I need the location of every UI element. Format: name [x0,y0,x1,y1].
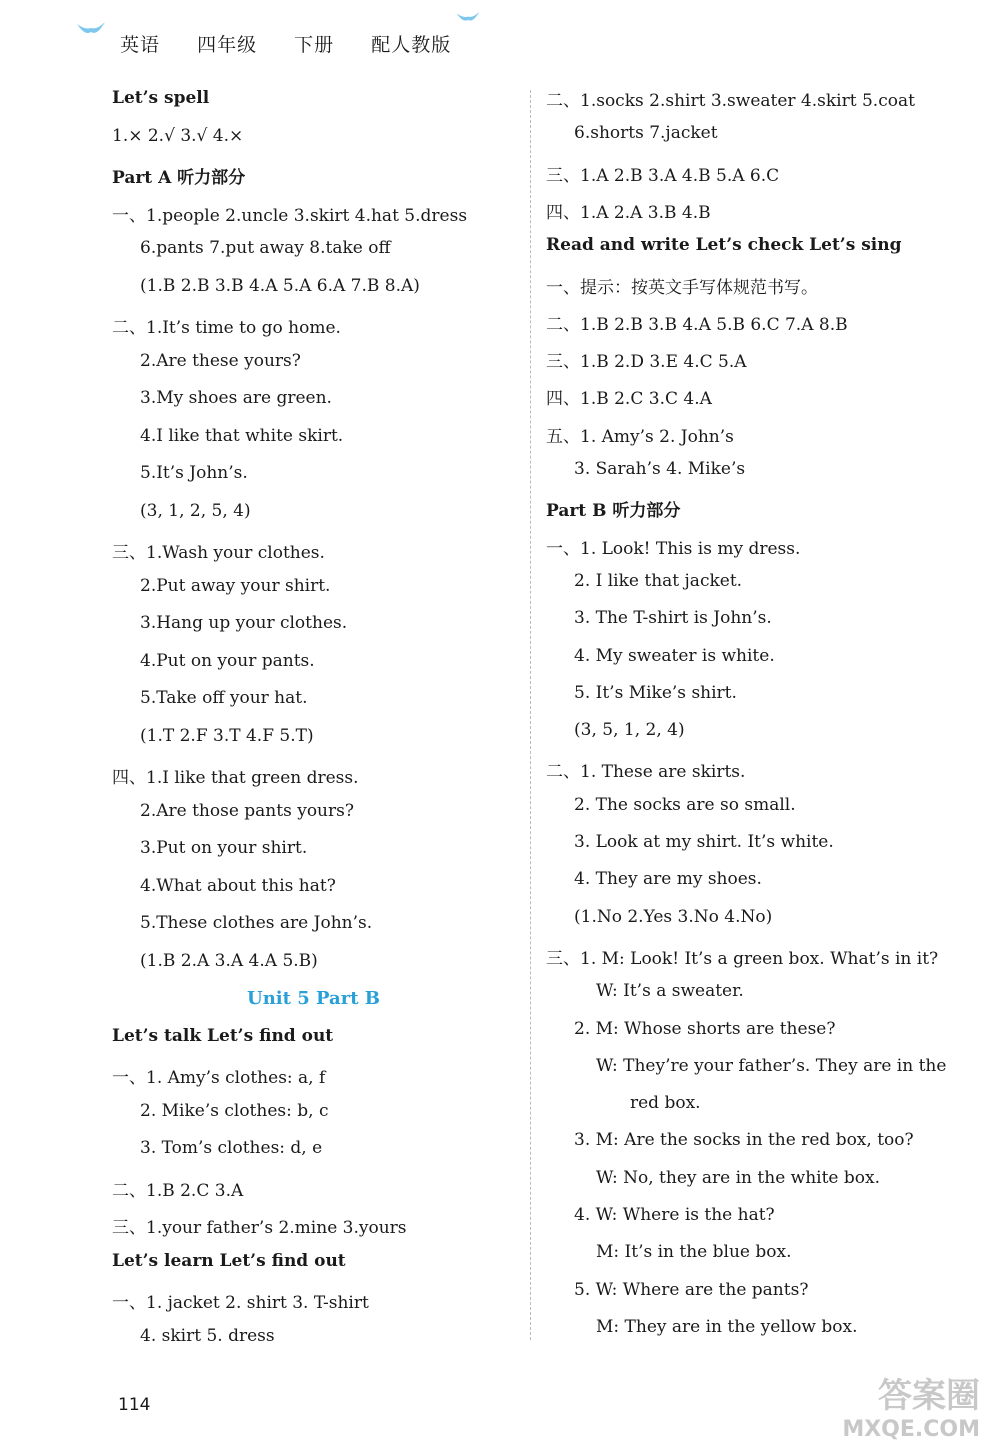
left-line: (1.T 2.F 3.T 4.F 5.T) [140,725,314,746]
left-line: 4.I like that white skirt. [140,425,344,446]
right-line: 2. I like that jacket. [574,570,743,591]
left-line: (1.B 2.A 3.A 4.A 5.B) [140,950,318,971]
watermark-line2: MXQE.COM [842,1417,980,1442]
left-line: 一、1. jacket 2. shirt 3. T-shirt [112,1293,369,1313]
right-line: 三、1.A 2.B 3.A 4.B 5.A 6.C [546,165,780,186]
right-line: M: It’s in the blue box. [596,1242,792,1263]
left-line: 2.Are these yours? [140,350,301,371]
header-grade: 四年级 [197,34,258,56]
right-line: 4. W: Where is the hat? [574,1205,775,1225]
left-line: Unit 5 Part B [247,988,380,1009]
left-line: (1.B 2.B 3.B 4.A 5.A 6.A 7.B 8.A) [140,275,420,296]
left-line: 四、1.I like that green dress. [112,768,359,788]
left-line: Part A 听力部分 [112,168,246,188]
left-line: 3.Hang up your clothes. [140,613,348,633]
header-subject: 英语 [120,34,161,56]
bird-decoration-icon [455,10,481,28]
right-line: 2. The socks are so small. [574,794,796,815]
right-line: 二、1. These are skirts. [546,762,746,783]
right-line: W: No, they are in the white box. [596,1167,880,1188]
left-line: 5.It’s John’s. [140,463,248,483]
right-line: 五、1. Amy’s 2. John’s [546,426,734,447]
left-line: 4.What about this hat? [140,875,336,896]
right-line: (1.No 2.Yes 3.No 4.No) [574,906,773,927]
right-line: 6.shorts 7.jacket [574,123,718,144]
right-line: red box. [630,1093,701,1114]
left-line: 2. Mike’s clothes: b, c [140,1100,329,1121]
left-line: 6.pants 7.put away 8.take off [140,238,391,258]
left-line: 5.These clothes are John’s. [140,913,373,933]
bird-decoration-icon [75,20,107,42]
left-line: 2.Are those pants yours? [140,800,354,821]
right-line: 3. Look at my shirt. It’s white. [574,832,834,852]
left-line: 三、1.your father’s 2.mine 3.yours [112,1218,407,1238]
right-line: 四、1.B 2.C 3.C 4.A [546,389,712,410]
left-line: 二、1.B 2.C 3.A [112,1180,244,1201]
left-line: 1.× 2.√ 3.√ 4.× [112,125,244,146]
right-line: 5. W: Where are the pants? [574,1279,809,1300]
left-line: Let’s spell [112,88,210,108]
right-line: 一、1. Look! This is my dress. [546,538,801,559]
right-line: 3. Sarah’s 4. Mike’s [574,459,746,479]
right-line: 4. My sweater is white. [574,645,775,666]
right-line: M: They are in the yellow box. [596,1316,858,1337]
page-number: 114 [118,1395,151,1415]
header-edition: 配人教版 [371,34,452,56]
left-line: 二、1.It’s time to go home. [112,318,341,338]
left-line: 一、1.people 2.uncle 3.skirt 4.hat 5.dress [112,205,468,226]
right-line: W: They’re your father’s. They are in the [596,1055,947,1076]
right-line: (3, 5, 1, 2, 4) [574,720,685,741]
right-line: 三、1. M: Look! It’s a green box. What’s in it? [546,948,939,969]
header-volume: 下册 [294,34,335,56]
left-line: Let’s learn Let’s find out [112,1250,346,1271]
column-divider [530,90,531,1340]
page-header [120,30,481,57]
right-line: Part B 听力部分 [546,501,681,522]
left-line: 3.Put on your shirt. [140,838,308,858]
right-line: W: It’s a sweater. [596,981,744,1002]
right-line: 三、1.B 2.D 3.E 4.C 5.A [546,352,747,373]
left-line: (3, 1, 2, 5, 4) [140,500,251,521]
right-line: 一、提示：按英文手写体规范书写。 [546,277,818,298]
right-line: 2. M: Whose shorts are these? [574,1018,836,1039]
left-line: 2.Put away your shirt. [140,575,331,596]
right-line: 4. They are my shoes. [574,869,762,890]
right-line: 二、1.socks 2.shirt 3.sweater 4.skirt 5.coat [546,91,915,111]
right-line: 5. It’s Mike’s shirt. [574,682,737,703]
watermark [842,1368,980,1442]
right-line: 四、1.A 2.A 3.B 4.B [546,202,711,223]
watermark-line1: 答案圈 [878,1376,980,1416]
left-line: 4. skirt 5. dress [140,1325,275,1346]
left-line: 4.Put on your pants. [140,650,315,671]
right-line: 二、1.B 2.B 3.B 4.A 5.B 6.C 7.A 8.B [546,314,848,335]
right-line: 3. M: Are the socks in the red box, too? [574,1130,914,1151]
right-line: 3. The T-shirt is John’s. [574,608,772,629]
left-line: 三、1.Wash your clothes. [112,543,325,563]
left-line: 3. Tom’s clothes: d, e [140,1138,323,1158]
left-line: Let’s talk Let’s find out [112,1025,334,1046]
right-line: Read and write Let’s check Let’s sing [546,235,902,256]
left-line: 一、1. Amy’s clothes: a, f [112,1068,326,1088]
left-line: 3.My shoes are green. [140,388,332,408]
left-line: 5.Take off your hat. [140,688,308,708]
